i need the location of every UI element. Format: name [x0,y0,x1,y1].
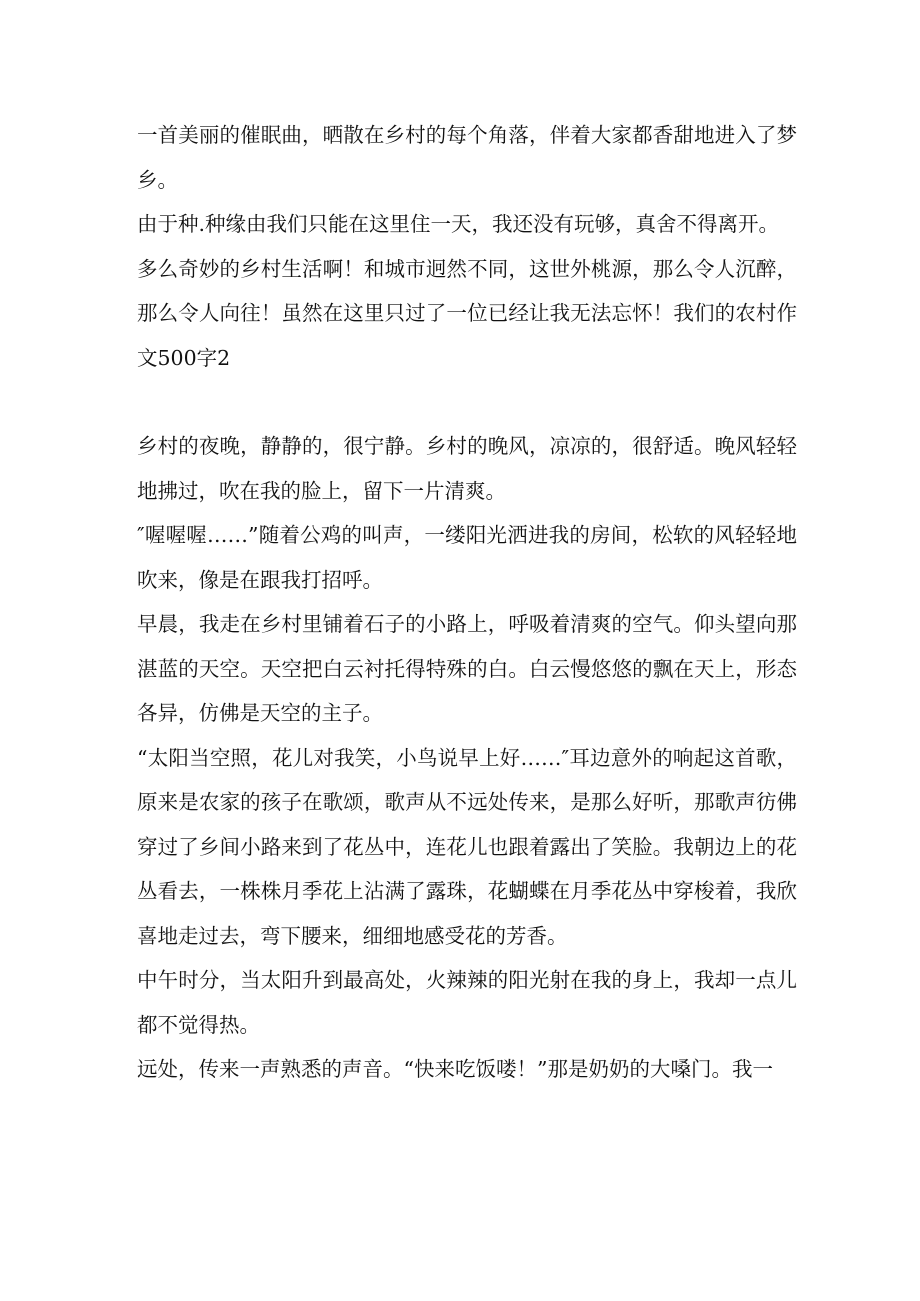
paragraph-village-life: 多么奇妙的乡村生活啊！和城市迥然不同，这世外桃源，那么令人沉醉，那么令人向往！虽然在这里只过了一位已经让我无法忘怀！我们的农村作文500字2 [137,256,797,370]
document-body [137,113,797,1092]
paragraph-morning: 早晨，我走在乡村里铺着石子的小路上，呼吸着清爽的空气。仰头望向那湛蓝的天空。天空把白云衬托得特殊的白。白云慢悠悠的飘在天上，形态各异，仿佛是天空的主子。 [137,612,797,725]
paragraph-night: 乡村的夜晚，静静的，很宁静。乡村的晚风，凉凉的，很舒适。晚风轻轻地拂过，吹在我的脸上，留下一片清爽。 [137,434,797,503]
paragraph-leaving: 由于种.种缘由我们只能在这里住一天，我还没有玩够，真舍不得离开。 [137,212,780,236]
paragraph-song: “太阳当空照，花儿对我笑，小鸟说早上好……″耳边意外的响起这首歌，原来是农家的孩子在歌颂，歌声从不远处传来，是那么好听，那歌声彷佛穿过了乡间小路来到了花丛中，连花儿也跟着露出了笑脸。我朝边上的花丛看去，一株株月季花上沾满了露珠，花蝴蝶在月季花丛中穿梭着，我欣喜地走过去，弯下腰来，细细地感受花的芳香。 [137,745,797,948]
paragraph-spacer [137,380,797,424]
paragraph-rooster: ″喔喔喔……”随着公鸡的叫声，一缕阳光洒进我的房间，松软的风轻轻地吹来，像是在跟我打招呼。 [137,523,797,592]
paragraph-noon: 中午时分，当太阳升到最高处，火辣辣的阳光射在我的身上，我却一点儿都不觉得热。 [137,968,797,1037]
paragraph-grandma: 远处，传来一声熟悉的声音。“快来吃饭喽！”那是奶奶的大嗓门。我一 [137,1057,773,1081]
paragraph-lullaby: 一首美丽的催眠曲，晒散在乡村的每个角落，伴着大家都香甜地进入了梦乡。 [137,123,797,192]
